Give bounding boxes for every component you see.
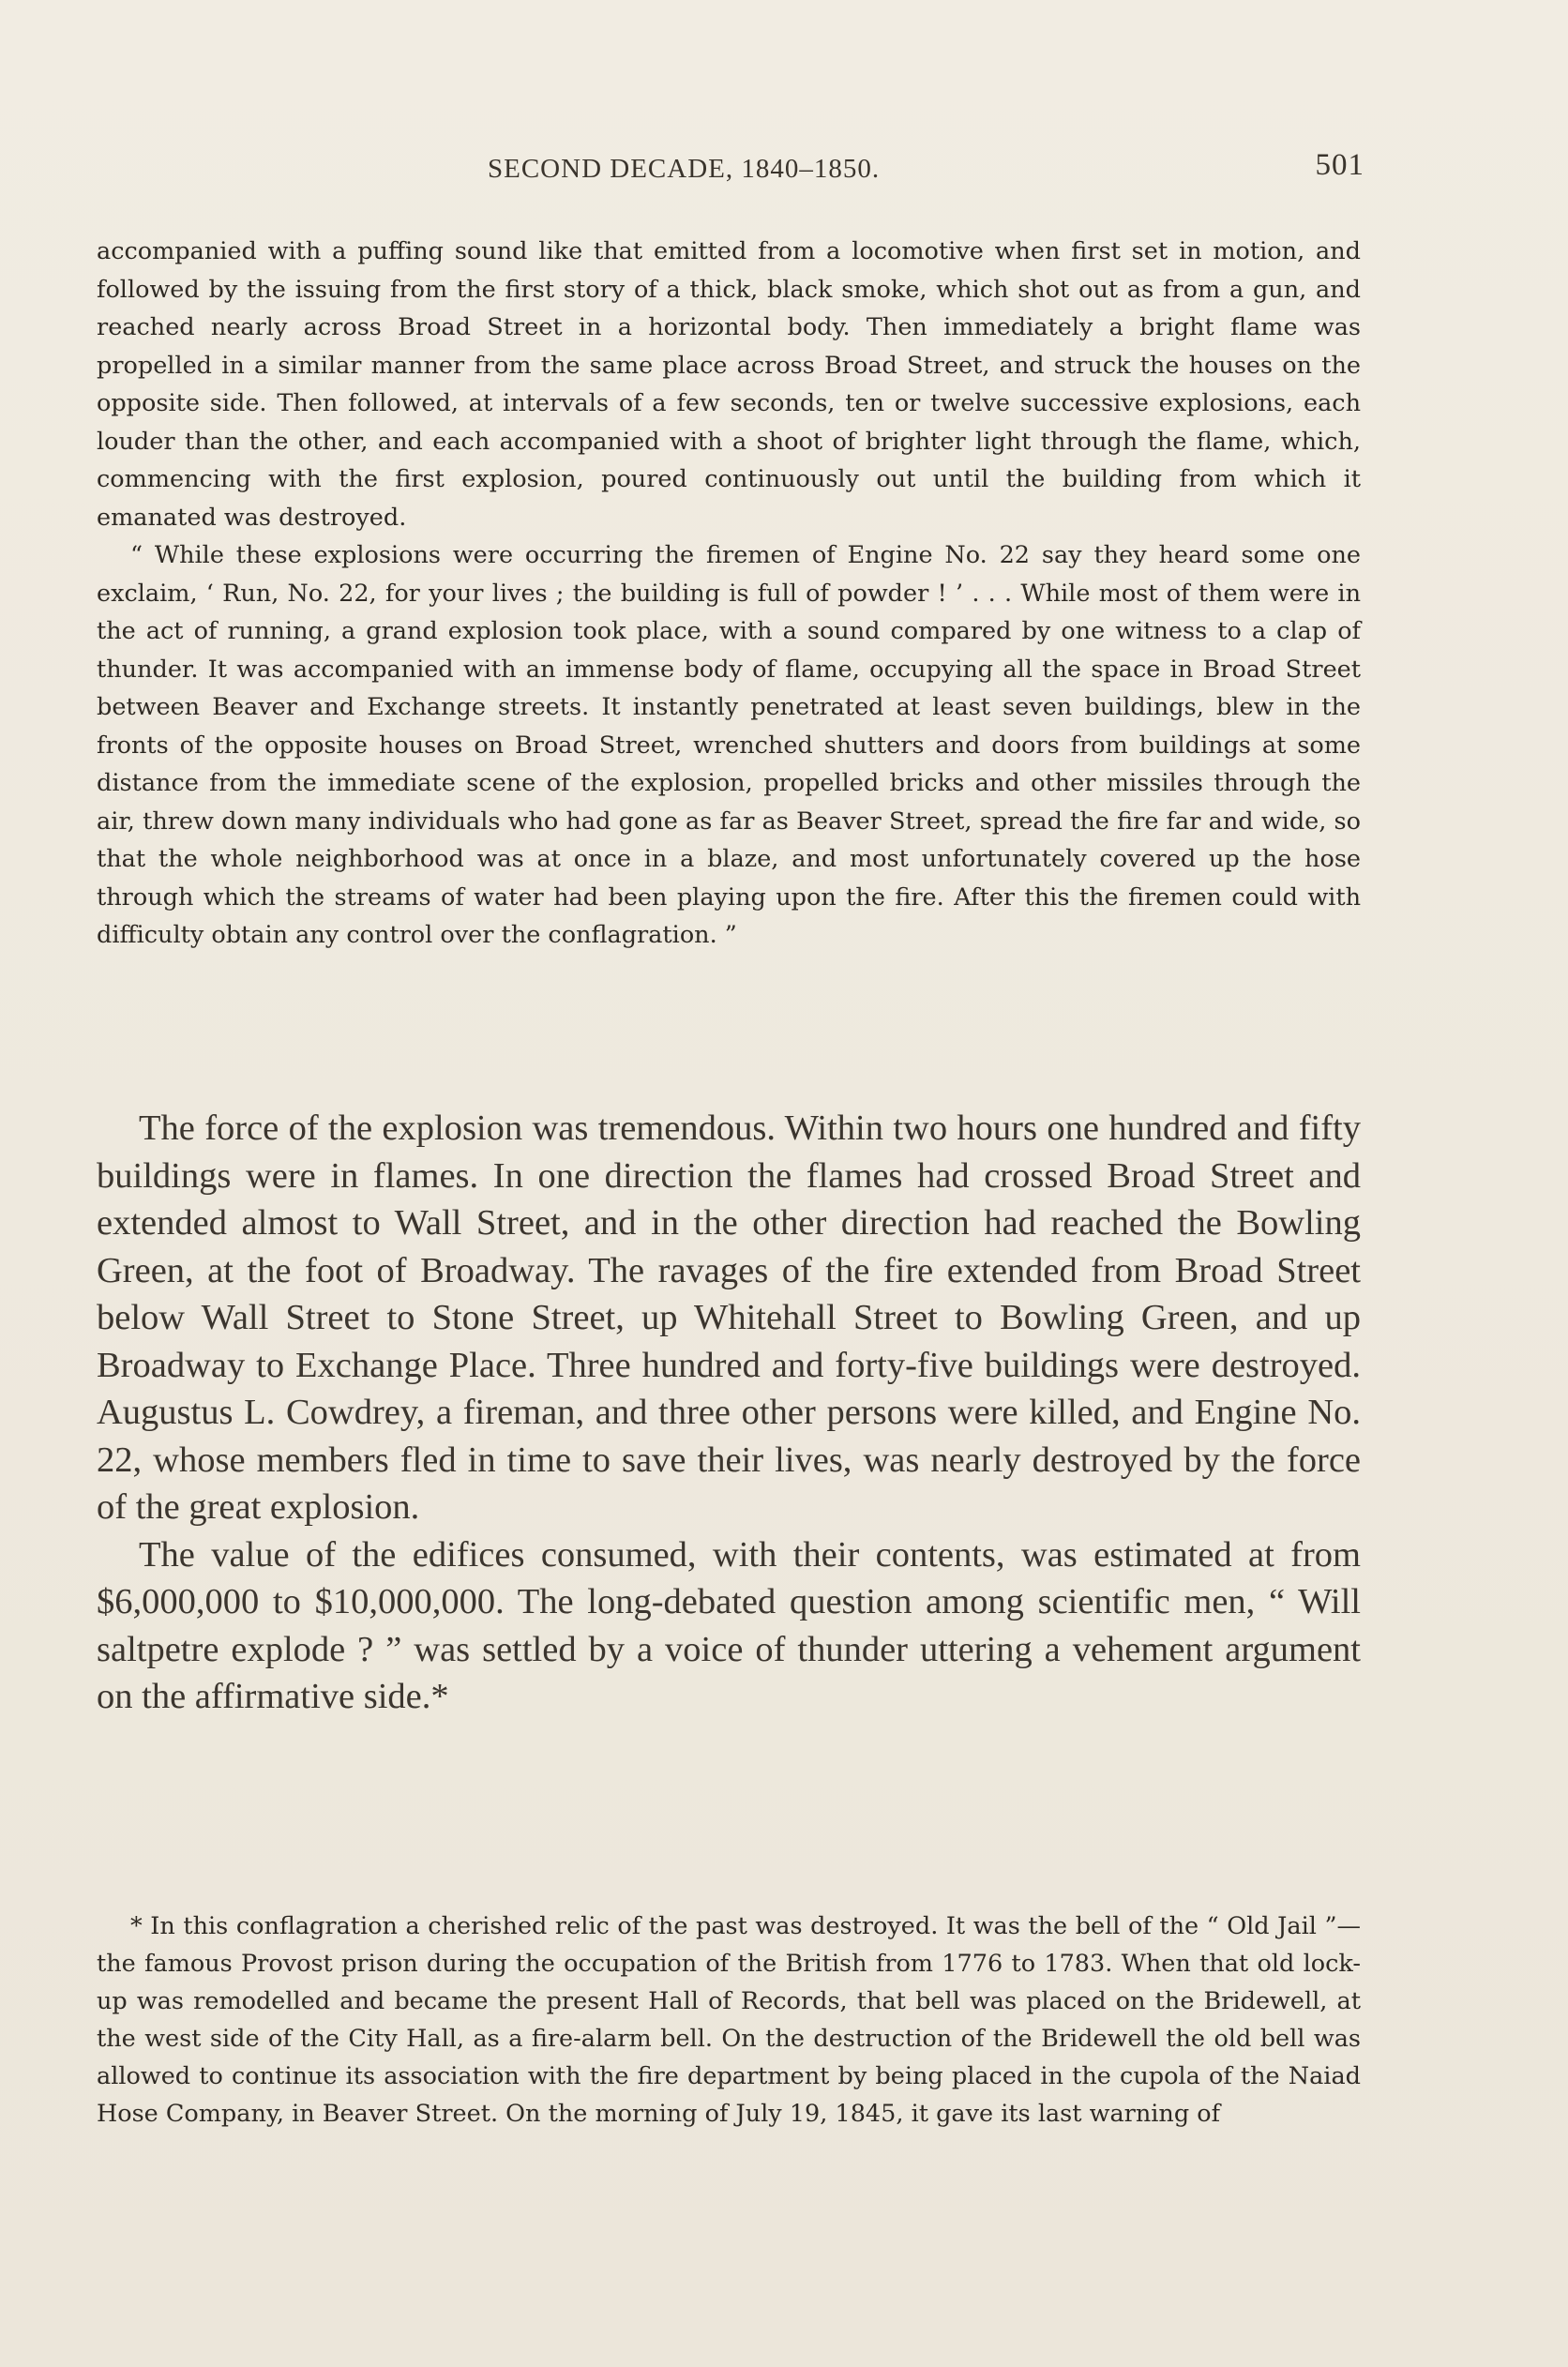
footnote <box>97 1907 1361 2133</box>
page-header <box>488 148 1364 193</box>
quote-paragraph-2: “ While these explosions were occurring the firemen of Engine No. 22 say they heard some one exclaim, ‘ Run, No. 22, for your lives ; the building is full of powder ! ’ . . . While most of them were in the act of running, a grand explosion took place, with a sound compared by one witness to a clap of thunder. It was accompanied with an immense body of flame, occupying all the space in Broad Street between Beaver and Exchange streets. It instantly penetrated at least seven buildings, blew in the fronts of the opposite houses on Broad Street, wrenched shutters and doors from buildings at some distance from the immediate scene of the explosion, propelled bricks and other missiles through the air, threw down many individuals who had gone as far as Beaver Street, spread the fire far and wide, so that the whole neighborhood was at once in a blaze, and most unfortunately covered up the hose through which the streams of water had been playing upon the fire. After this the firemen could with difficulty obtain any control over the conflagration. ” <box>97 541 1361 949</box>
quoted-passage <box>97 233 1361 955</box>
main-text <box>97 1105 1361 1721</box>
running-head: SECOND DECADE, 1840–1850. <box>488 154 881 184</box>
body-paragraph-2: The value of the edifices consumed, with their contents, was estimated at from $6,000,000 to $10,000,000. The long-debated question among scientific men, “ Will saltpetre explode ? ” was settled by a voice of thunder uttering a vehement argument on the affirmative side.* <box>97 1534 1361 1716</box>
quote-paragraph-1: accompanied with a puffing sound like that emitted from a locomotive when first set in motion, and followed by the issuing from the first story of a thick, black smoke, which shot out as from a gun, and reached nearly across Broad Street in a horizontal body. Then immediately a bright flame was propelled in a similar manner from the same place across Broad Street, and struck the houses on the opposite side. Then followed, at intervals of a few seconds, ten or twelve successive explosions, each louder than the other, and each accompanied with a shoot of brighter light through the flame, which, commencing with the first explosion, poured continuously out until the building from which it emanated was destroyed. <box>97 237 1361 532</box>
page-number: 501 <box>1315 148 1364 182</box>
footnote-text: * In this conflagration a cherished relic of the past was destroyed. It was the bell of the “ Old Jail ”—the famous Provost prison during the occupation of the British from 1776 to 1783. When that old lock-up was remodelled and became the present Hall of Records, that bell was placed on the Bridewell, at the west side of the City Hall, as a fire-alarm bell. On the destruction of the Bridewell the old bell was allowed to continue its association with the fire department by being placed in the cupola of the Naiad Hose Company, in Beaver Street. On the morning of July 19, 1845, it gave its last warning of <box>97 1912 1361 2128</box>
body-paragraph-1: The force of the explosion was tremendous. Within two hours one hundred and fifty buildings were in flames. In one direction the flames had crossed Broad Street and extended almost to Wall Street, and in the other direction had reached the Bowling Green, at the foot of Broadway. The ravages of the fire extended from Broad Street below Wall Street to Stone Street, up Whitehall Street to Bowling Green, and up Broadway to Exchange Place. Three hundred and forty-five buildings were destroyed. Augustus L. Cowdrey, a fireman, and three other persons were killed, and Engine No. 22, whose members fled in time to save their lives, was nearly destroyed by the force of the great explosion. <box>97 1108 1361 1527</box>
